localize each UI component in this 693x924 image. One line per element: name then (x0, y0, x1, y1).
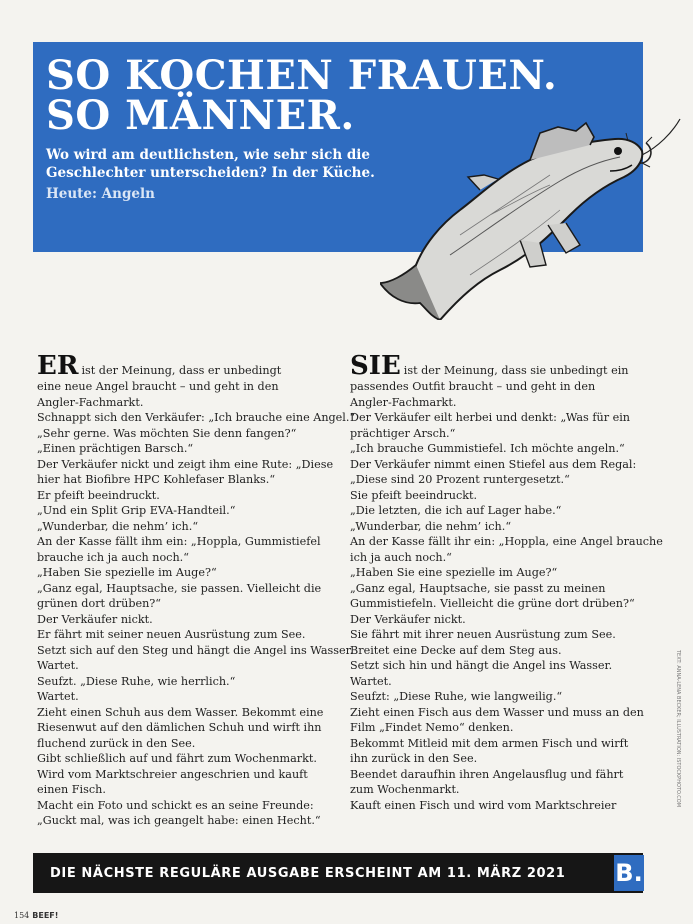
right-line: Bekommt Mitleid mit dem armen Fisch und wirft (350, 736, 629, 750)
right-line: prächtiger Arsch.“ (350, 426, 456, 440)
right-column (350, 351, 663, 813)
left-line: „Haben Sie spezielle im Auge?“ (37, 566, 217, 579)
beef-logo: B. (614, 855, 644, 891)
right-line: „Ganz egal, Hauptsache, sie passt zu meinen (350, 581, 606, 595)
left-line: „Ganz egal, Hauptsache, sie passen. Vielleicht die (37, 581, 322, 595)
left-line: grünen dort drüben?“ (37, 597, 162, 610)
fish-on-hook-icon (380, 105, 690, 320)
left-line: Zieht einen Schuh aus dem Wasser. Bekommt eine (37, 705, 324, 719)
left-line: An der Kasse fällt ihm ein: „Hoppla, Gummistiefel (37, 535, 321, 548)
left-first-line (37, 353, 337, 379)
right-line: Der Verkäufer nickt. (350, 612, 466, 626)
right-first-line-text: ist der Meinung, dass sie unbedingt ein (403, 364, 629, 377)
right-line: Zieht einen Fisch aus dem Wasser und muss an den (350, 705, 644, 719)
left-line: Wartet. (37, 659, 79, 672)
right-line: An der Kasse fällt ihr ein: „Hoppla, eine Angel brauche (350, 535, 663, 548)
side-credit: TEXT: ANNA-LENA BECKER; ILLUSTRATION: ISTOCKPHOTO.COM (675, 650, 681, 808)
left-line: „Und ein Split Grip EVA-Handteil.“ (37, 504, 236, 517)
left-line: Gibt schließlich auf und fährt zum Wochenmarkt. (37, 752, 317, 765)
left-line: Der Verkäufer nickt und zeigt ihm eine Rute: „Diese (37, 457, 334, 471)
left-first-line-text: ist der Meinung, dass er unbedingt (81, 364, 282, 377)
magazine-name: BEEF! (32, 911, 59, 920)
left-line: Angler-Fachmarkt. (37, 395, 144, 409)
right-line: Der Verkäufer eilt herbei und denkt: „Was für ein (350, 411, 631, 424)
right-line: ihn zurück in den See. (350, 752, 478, 765)
right-line: „Die letzten, die ich auf Lager habe.“ (350, 504, 562, 517)
right-line: Beendet daraufhin ihren Angelausflug und fährt (350, 767, 624, 781)
right-first-line (350, 353, 650, 379)
left-line: „Guckt mal, was ich geangelt habe: einen Hecht.“ (37, 814, 321, 827)
right-line: „Ich brauche Gummistiefel. Ich möchte angeln.“ (350, 442, 625, 455)
left-line: einen Fisch. (37, 783, 106, 796)
right-line: Wartet. (350, 674, 392, 688)
right-line: Kauft einen Fisch und wird vom Marktschreier (350, 798, 617, 812)
left-line: „Einen prächtigen Barsch.“ (37, 442, 194, 455)
right-line: Setzt sich hin und hängt die Angel ins Wasser. (350, 659, 613, 672)
right-line: Sie fährt mit ihrer neuen Ausrüstung zum See. (350, 628, 616, 641)
lead-word-er: ER (37, 351, 79, 381)
left-line: „Sehr gerne. Was möchten Sie denn fangen?“ (37, 426, 297, 440)
page-footer (14, 911, 58, 920)
right-line: Breitet eine Decke auf dem Steg aus. (350, 643, 562, 657)
left-column (37, 351, 356, 829)
headline-line-1: SO KOCHEN FRAUEN. (46, 52, 558, 99)
lead-word-sie: SIE (350, 351, 401, 381)
left-line: Wartet. (37, 690, 79, 703)
right-line: „Wunderbar, die nehm’ ich.“ (350, 519, 512, 533)
right-line: „Haben Sie eine spezielle im Auge?“ (350, 566, 558, 579)
left-line: Er pfeift beeindruckt. (37, 488, 160, 502)
right-line: Film „Findet Nemo“ denken. (350, 721, 514, 734)
right-line: Angler-Fachmarkt. (350, 395, 457, 409)
left-line: Er fährt mit seiner neuen Ausrüstung zum See. (37, 628, 306, 641)
next-issue-announcement: DIE NÄCHSTE REGULÄRE AUSGABE ERSCHEINT AM 11. MÄRZ 2021 (50, 866, 566, 881)
right-line: zum Wochenmarkt. (350, 783, 460, 796)
left-line: Schnappt sich den Verkäufer: „Ich brauche eine Angel.“ (37, 411, 356, 424)
right-line: Der Verkäufer nimmt einen Stiefel aus dem Regal: (350, 457, 637, 471)
left-line: Der Verkäufer nickt. (37, 612, 153, 626)
right-line: Gummistiefeln. Vielleicht die grüne dort drüben?“ (350, 597, 635, 610)
right-line: Seufzt: „Diese Ruhe, wie langweilig.“ (350, 690, 563, 703)
left-line: Wird vom Marktschreier angeschrien und kauft (37, 767, 308, 781)
left-line: Setzt sich auf den Steg und hängt die Angel ins Wasser. (37, 643, 354, 657)
left-line: Macht ein Foto und schickt es an seine Freunde: (37, 798, 314, 812)
kicker: Heute: Angeln (46, 186, 155, 202)
right-line: ich ja auch noch.“ (350, 550, 452, 564)
left-line: brauche ich ja auch noch.“ (37, 550, 189, 564)
right-line: „Diese sind 20 Prozent runtergesetzt.“ (350, 473, 570, 486)
left-line: Riesenwut auf den dämlichen Schuh und wirft ihn (37, 721, 322, 734)
left-line: fluchend zurück in den See. (37, 736, 196, 750)
right-line: passendes Outfit braucht – und geht in den (350, 380, 596, 393)
left-line: „Wunderbar, die nehm’ ich.“ (37, 519, 199, 533)
left-line: hier hat Biofibre HPC Kohlefaser Blanks.“ (37, 473, 276, 486)
subtitle: Wo wird am deutlichsten, wie sehr sich die Geschlechter unterscheiden? In der Küche. (46, 147, 375, 181)
left-line: Seufzt. „Diese Ruhe, wie herrlich.“ (37, 674, 236, 688)
left-line: eine neue Angel braucht – und geht in den (37, 380, 279, 393)
page-number: 154 (14, 911, 30, 920)
headline-line-2: SO MÄNNER. (46, 92, 355, 139)
right-line: Sie pfeift beeindruckt. (350, 488, 478, 502)
